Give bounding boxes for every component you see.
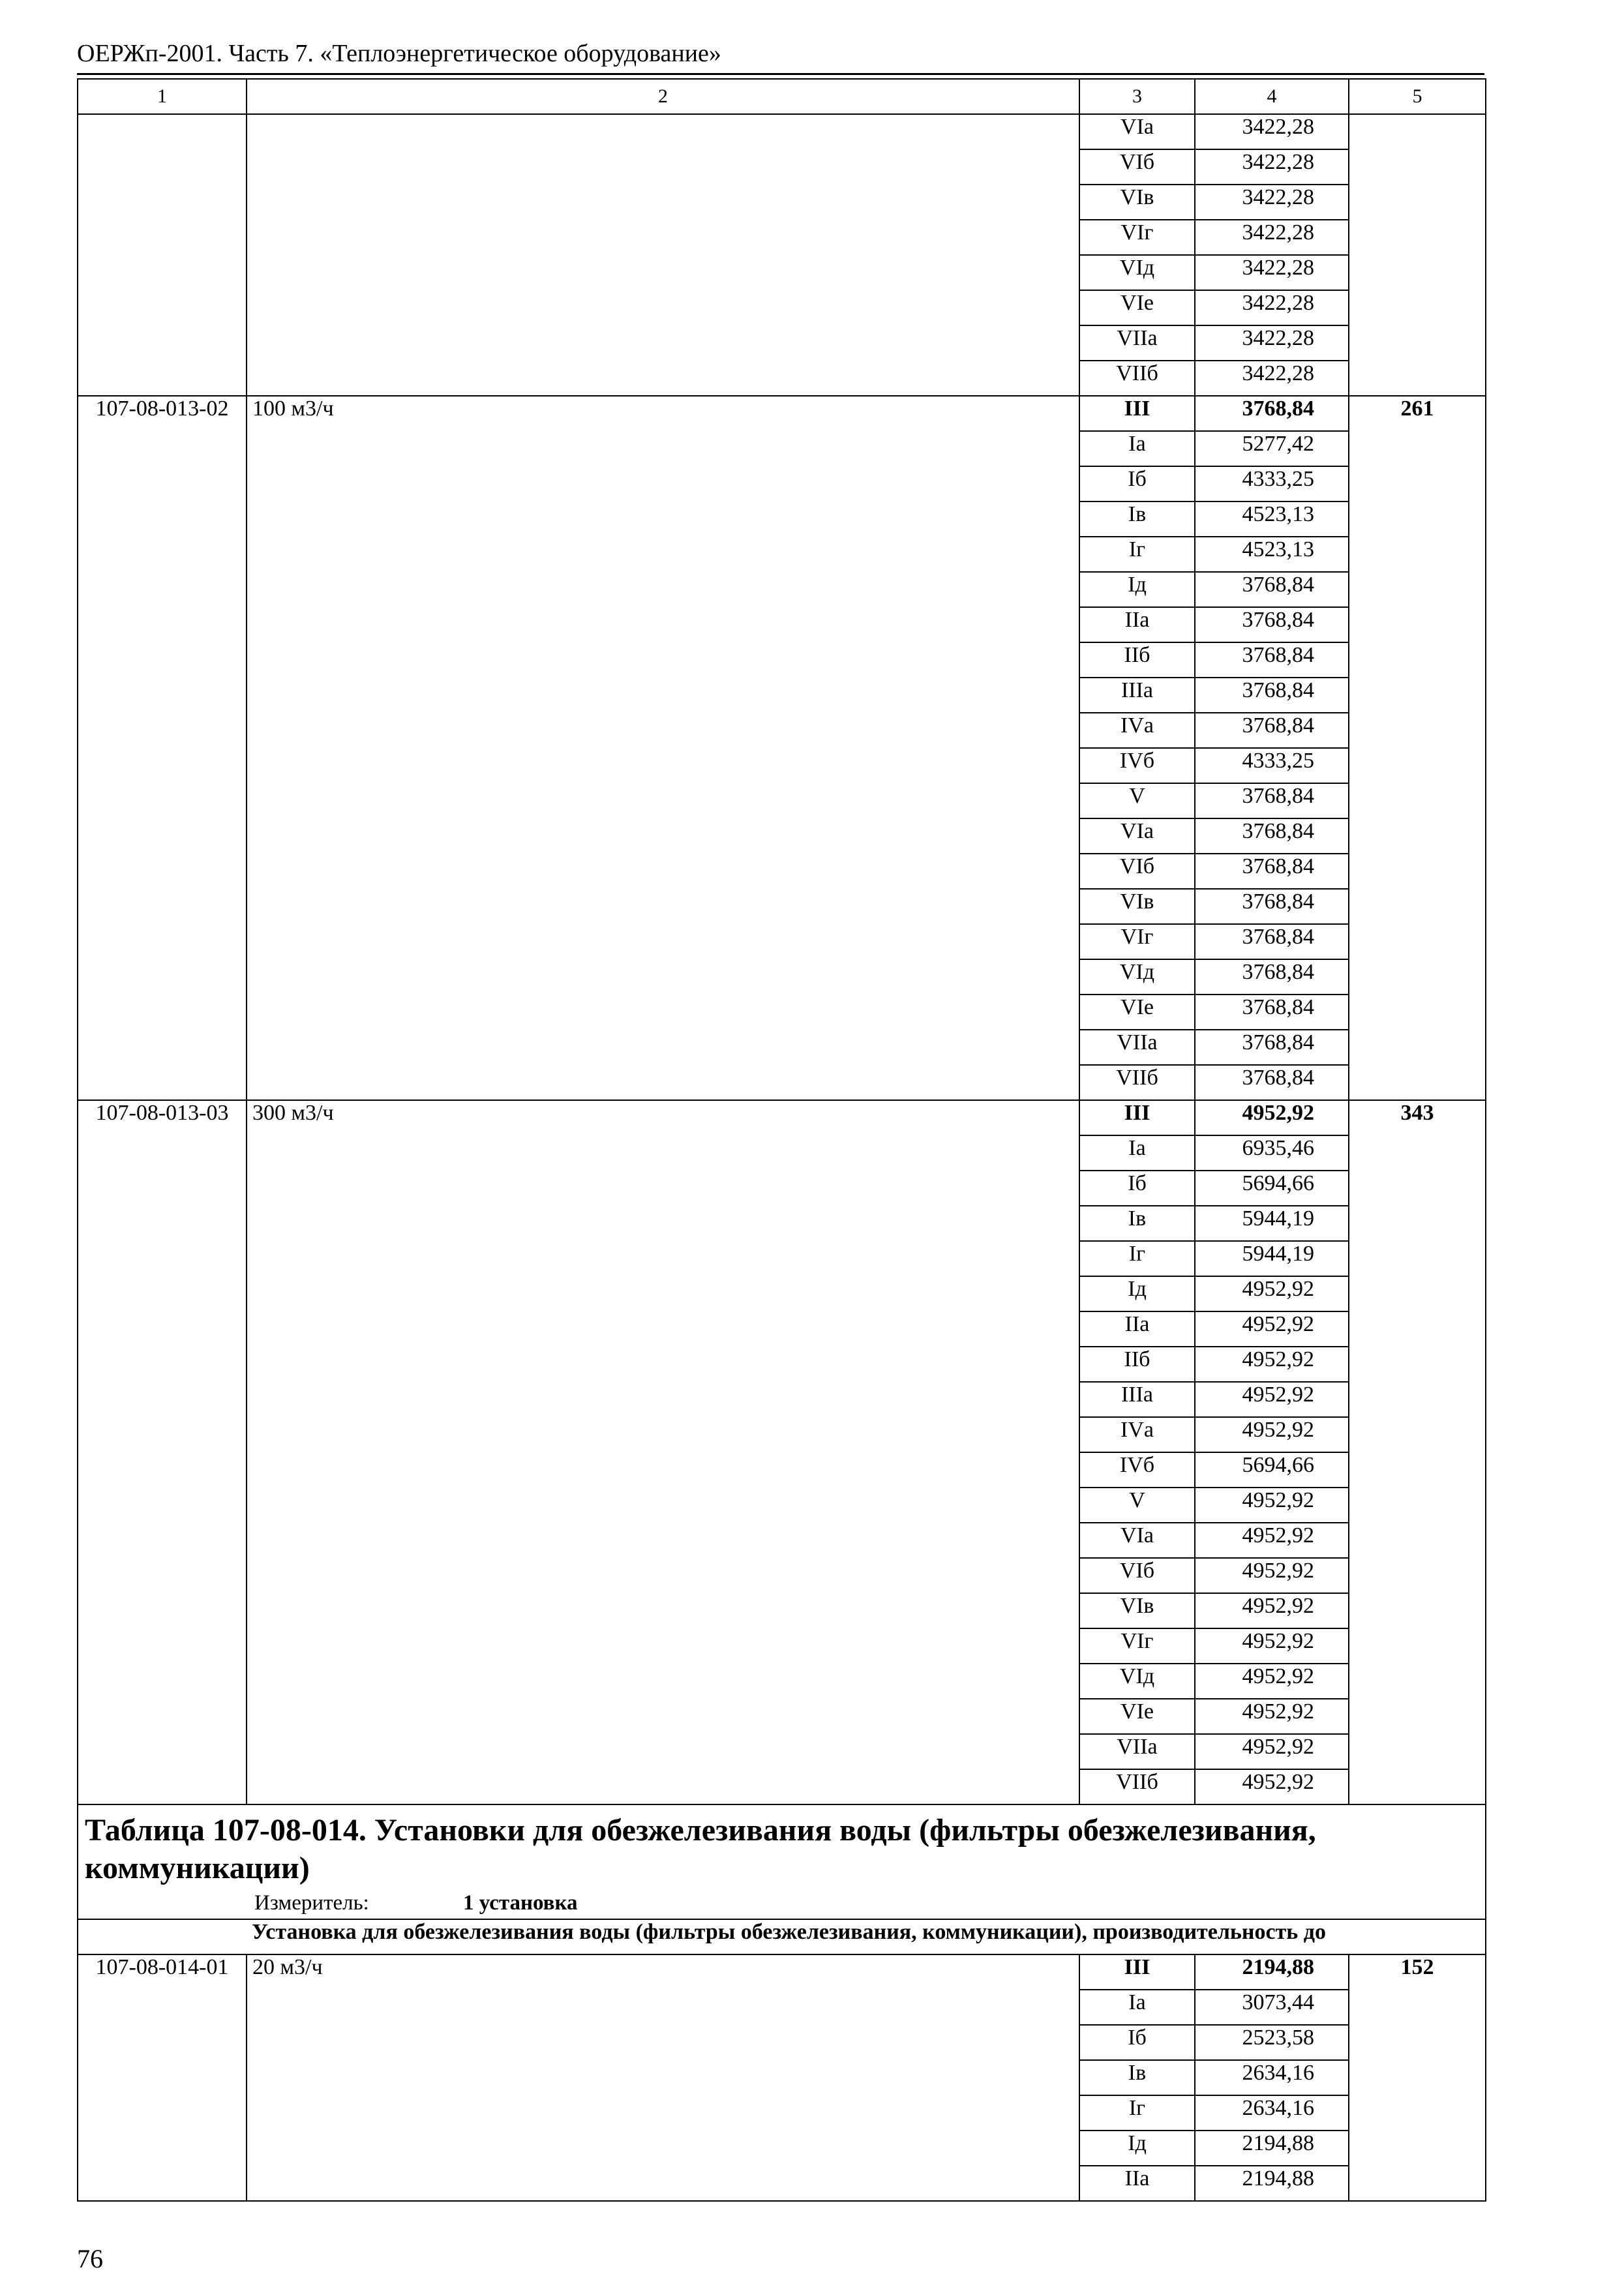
page-header: ОЕРЖп-2001. Часть 7. «Теплоэнергетическое оборудование» [77,40,721,67]
zone-category: VIд [1079,255,1195,290]
price-value: 4952,92 [1195,1523,1349,1558]
zone-category: VIIа [1079,325,1195,361]
price-value: 4952,92 [1195,1593,1349,1628]
zone-category: IIа [1079,1311,1195,1347]
price-value: 4952,92 [1195,1417,1349,1452]
zone-category: VIIб [1079,361,1195,396]
zone-category: IVа [1079,1417,1195,1452]
column-number: 5 [1349,79,1486,114]
zone-category: VIб [1079,149,1195,185]
price-value: 3768,84 [1195,1030,1349,1065]
zone-category: Iв [1079,2060,1195,2095]
zone-category: VIа [1079,114,1195,149]
zone-category: IIа [1079,607,1195,642]
table-title-cell [78,1804,1486,1919]
price-value: 5694,66 [1195,1452,1349,1488]
extra-value: 152 [1349,1954,1486,2201]
zone-category: VIб [1079,1558,1195,1593]
price-value: 3768,84 [1195,572,1349,607]
item-code: 107-08-014-01 [78,1954,247,2201]
zone-category: VIа [1079,818,1195,854]
column-number-row [78,79,1486,114]
column-number: 1 [78,79,247,114]
zone-category: Iв [1079,501,1195,537]
zone-category: VIIа [1079,1734,1195,1769]
price-value: 3768,84 [1195,783,1349,818]
zone-category: VIIб [1079,1769,1195,1804]
price-value: 3768,84 [1195,607,1349,642]
zone-category: VIе [1079,290,1195,325]
zone-category: Iа [1079,1135,1195,1171]
price-value: 3768,84 [1195,678,1349,713]
subheader-spacer [78,1919,247,1954]
item-name: 300 м3/ч [247,1100,1079,1804]
column-number: 2 [247,79,1079,114]
zone-category: VIв [1079,185,1195,220]
price-value: 4952,92 [1195,1664,1349,1699]
price-value: 4952,92 [1195,1769,1349,1804]
price-value: 4952,92 [1195,1558,1349,1593]
zone-category: VIг [1079,924,1195,959]
price-value: 5277,42 [1195,431,1349,466]
price-value: 4952,92 [1195,1276,1349,1311]
zone-category: VIIб [1079,1065,1195,1100]
zone-category: VIд [1079,1664,1195,1699]
item-code: 107-08-013-03 [78,1100,247,1804]
price-value: 4952,92 [1195,1382,1349,1417]
subheader-row [78,1919,1486,1954]
price-value: 3422,28 [1195,255,1349,290]
zone-category: Iб [1079,1171,1195,1206]
column-number: 3 [1079,79,1195,114]
price-value: 2634,16 [1195,2060,1349,2095]
zone-category: Iб [1079,2025,1195,2060]
subheader: Установка для обезжелезивания воды (фильтры обезжелезивания, коммуникации), производительность до [247,1919,1486,1954]
zone-category: IIа [1079,2166,1195,2201]
price-value: 3422,28 [1195,114,1349,149]
extra-value: 343 [1349,1100,1486,1804]
price-value: 6935,46 [1195,1135,1349,1171]
price-value: 3768,84 [1195,995,1349,1030]
price-value: 3768,84 [1195,889,1349,924]
zone-category: III [1079,396,1195,431]
zone-category: IIб [1079,642,1195,678]
meter-label: Измеритель: [254,1891,369,1915]
price-value: 2634,16 [1195,2095,1349,2131]
table-row [78,114,1486,149]
zone-category: VIа [1079,1523,1195,1558]
zone-category: Iг [1079,537,1195,572]
zone-category: IVа [1079,713,1195,748]
price-value: 5694,66 [1195,1171,1349,1206]
price-value: 4952,92 [1195,1699,1349,1734]
item-name: 20 м3/ч [247,1954,1079,2201]
zone-category: III [1079,1100,1195,1135]
zone-category: VIв [1079,1593,1195,1628]
zone-category: Iд [1079,572,1195,607]
zone-category: VIг [1079,220,1195,255]
price-value: 4952,92 [1195,1100,1349,1135]
item-code: 107-08-013-02 [78,396,247,1100]
column-number: 4 [1195,79,1349,114]
zone-category: VIе [1079,995,1195,1030]
zone-category: IVб [1079,1452,1195,1488]
price-value: 2194,88 [1195,2131,1349,2166]
price-value: 2523,58 [1195,2025,1349,2060]
zone-category: Iг [1079,1241,1195,1276]
price-value: 3422,28 [1195,290,1349,325]
table-row [78,396,1486,431]
item-code [78,114,247,396]
zone-category: V [1079,1488,1195,1523]
price-value: 3768,84 [1195,818,1349,854]
price-value: 3768,84 [1195,959,1349,995]
price-value: 4523,13 [1195,537,1349,572]
meter-line [85,1891,1479,1919]
price-value: 4952,92 [1195,1628,1349,1664]
price-value: 3073,44 [1195,1990,1349,2025]
price-value: 3768,84 [1195,854,1349,889]
price-value: 2194,88 [1195,1954,1349,1990]
zone-category: Iд [1079,1276,1195,1311]
zone-category: VIв [1079,889,1195,924]
zone-category: VIд [1079,959,1195,995]
price-value: 3422,28 [1195,220,1349,255]
price-value: 4952,92 [1195,1488,1349,1523]
price-value: 3768,84 [1195,642,1349,678]
item-name [247,114,1079,396]
price-value: 4952,92 [1195,1347,1349,1382]
price-value: 3422,28 [1195,325,1349,361]
page-number: 76 [77,2244,103,2273]
zone-category: Iа [1079,431,1195,466]
zone-category: Iв [1079,1206,1195,1241]
zone-category: IIб [1079,1347,1195,1382]
zone-category: Iб [1079,466,1195,501]
price-value: 4952,92 [1195,1734,1349,1769]
table-title-row [78,1804,1486,1919]
price-value: 3768,84 [1195,924,1349,959]
price-value: 4333,25 [1195,748,1349,783]
price-value: 3768,84 [1195,713,1349,748]
zone-category: IIIа [1079,678,1195,713]
price-value: 4952,92 [1195,1311,1349,1347]
zone-category: Iа [1079,1990,1195,2025]
price-value: 3422,28 [1195,149,1349,185]
item-name: 100 м3/ч [247,396,1079,1100]
table-row [78,1954,1486,1990]
table-title: Таблица 107-08-014. Установки для обезжелезивания воды (фильтры обезжелезивания, коммуникации) [85,1813,1316,1885]
zone-category: VIIа [1079,1030,1195,1065]
price-value: 3768,84 [1195,1065,1349,1100]
header-rule [77,73,1484,75]
extra-value [1349,114,1486,396]
zone-category: VIе [1079,1699,1195,1734]
zone-category: VIб [1079,854,1195,889]
zone-category: IVб [1079,748,1195,783]
price-value: 4523,13 [1195,501,1349,537]
price-value: 3422,28 [1195,361,1349,396]
rates-table [77,78,1486,2202]
zone-category: IIIа [1079,1382,1195,1417]
extra-value: 261 [1349,396,1486,1100]
price-value: 5944,19 [1195,1241,1349,1276]
table-row [78,1100,1486,1135]
zone-category: V [1079,783,1195,818]
zone-category: III [1079,1954,1195,1990]
zone-category: Iг [1079,2095,1195,2131]
price-value: 3768,84 [1195,396,1349,431]
price-value: 3422,28 [1195,185,1349,220]
zone-category: Iд [1079,2131,1195,2166]
price-value: 5944,19 [1195,1206,1349,1241]
meter-unit: 1 установка [463,1891,578,1915]
price-value: 2194,88 [1195,2166,1349,2201]
zone-category: VIг [1079,1628,1195,1664]
price-value: 4333,25 [1195,466,1349,501]
